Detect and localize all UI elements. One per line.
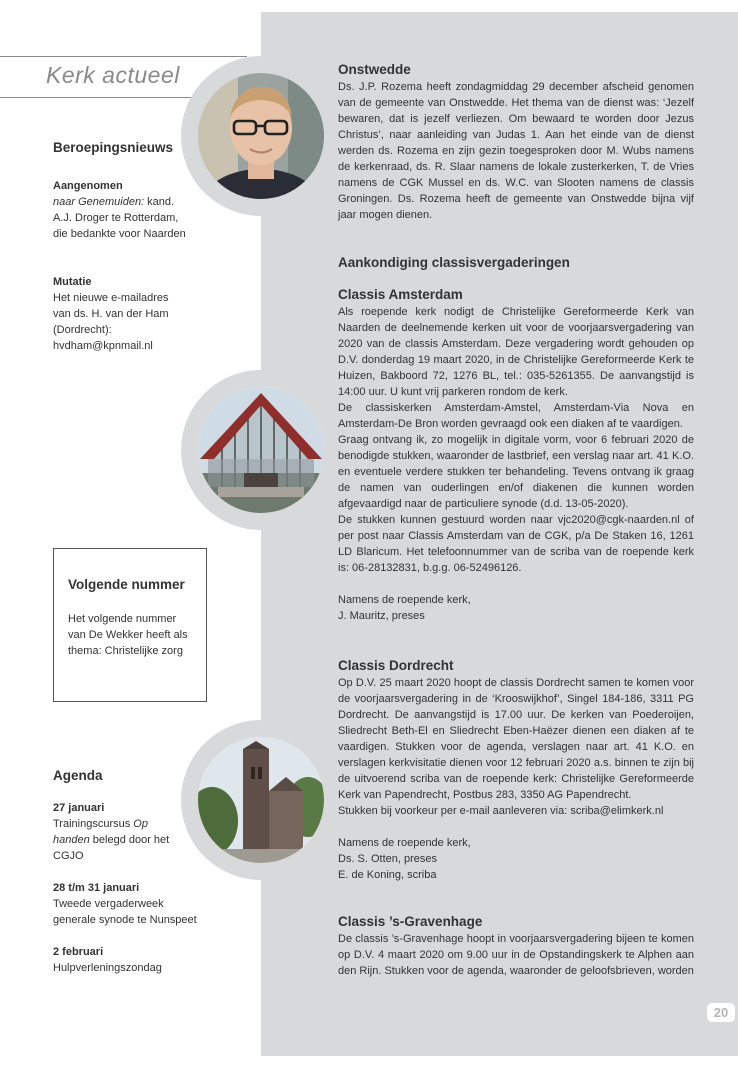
- next-issue-line: van De Wekker heeft als: [68, 629, 188, 641]
- signature-line: E. de Koning, scriba: [338, 869, 437, 881]
- mutatie-label: Mutatie: [53, 276, 92, 288]
- agenda-date: 28 t/m 31 januari: [53, 882, 140, 894]
- next-issue-box: [53, 548, 207, 702]
- mutatie-line: van ds. H. van der Ham: [53, 308, 169, 320]
- signature-line: Ds. S. Otten, preses: [338, 853, 438, 865]
- article-onstwedde: [338, 61, 694, 223]
- mutatie-email: hvdham@kpnmail.nl: [53, 340, 153, 352]
- next-issue-line: thema: Christelijke zorg: [68, 645, 183, 657]
- article-dordrecht: [338, 657, 694, 883]
- article-body: Ds. J.P. Rozema heeft zondagmiddag 29 december afscheid genomen van de gemeente van Onstwedde. Het thema van de dienst was: ‘Jezelf bewaren, dat is jezelf verliezen. Om bewaard te worden door Jezus Christus’, naar aanleiding van Judas 1. Aan het einde van de dienst werden ds. Rozema en zijn gezin toegesproken door M. Wubs namens de kerkenraad, ds. R. Slaar namens de lokale zusterkerken, T. de Vries namens de CGK Mussel en ds. W.C. van Slooten namens de classis Groningen. Ds. Rozema heeft de gemeente van Onstwedde bijna vijf jaar mogen dienen.: [338, 81, 694, 221]
- announcement-heading-block: [338, 254, 694, 272]
- aangenomen-line-1: [53, 194, 213, 210]
- agenda-date: 2 februari: [53, 946, 104, 958]
- signature-line: Namens de roepende kerk,: [338, 837, 471, 849]
- signature-line: J. Mauritz, preses: [338, 610, 425, 622]
- next-issue-text: [68, 611, 204, 659]
- aangenomen-text-1: kand.: [144, 196, 175, 208]
- article-paragraph: De classis ’s-Gravenhage hoopt in voorjaarsvergadering bijeen te komen op D.V. 4 maart 2020 om 9.00 uur in de Opstandingskerk te Alphen aan den Rijn. Stukken voor de agenda, waaronder de geloofsbrieven, worden: [338, 933, 694, 977]
- article-heading: Classis Amsterdam: [338, 287, 463, 302]
- aangenomen-label: Aangenomen: [53, 180, 123, 192]
- article-heading: Classis Dordrecht: [338, 658, 454, 673]
- next-issue-line: Het volgende nummer: [68, 613, 177, 625]
- article-amsterdam: [338, 286, 694, 624]
- page-number: 20: [707, 1003, 735, 1022]
- mutatie-line: Het nieuwe e-mailadres: [53, 292, 169, 304]
- header-top-rule: [0, 56, 247, 57]
- agenda-text: Trainingscursus: [53, 818, 134, 830]
- agenda-heading: Agenda: [53, 768, 103, 783]
- article-paragraph: Als roepende kerk nodigt de Christelijke Gereformeerde Kerk van Naarden de deelnemende kerken uit voor de voorjaarsvergadering van 2020 van de classis Amsterdam. Deze vergadering wordt gehouden op D.V. donderdag 19 maart 2020, in de Christelijke Gereformeerde Kerk te Huizen, Bakboord 72, 1276 BL, tel.: 035-5261355. De aanvangstijd is 14:00 uur. U kunt vrij parkeren rondom de kerk.: [338, 306, 694, 398]
- aangenomen-line-2: A.J. Droger te Rotterdam,: [53, 212, 179, 224]
- article-paragraph: Stukken bij voorkeur per e-mail aanleveren via: scriba@elimkerk.nl: [338, 805, 664, 817]
- beroepingsnieuws-heading: Beroepingsnieuws: [53, 140, 174, 155]
- article-heading: Onstwedde: [338, 62, 411, 77]
- article-paragraph: De classiskerken Amsterdam-Amstel, Amsterdam-Via Nova en Amsterdam-De Bron worden gevraagd ook een diaken af te vaardigen.: [338, 402, 694, 430]
- article-paragraph: Op D.V. 25 maart 2020 hoopt de classis Dordrecht samen te komen voor de voorjaarsvergadering in de ‘Krooswijkhof’, Singel 184-186, 3311 PG Dordrecht. De aanvangstijd is 17.00 uur. De kerken van Poederoijen, Sliedrecht Beth-El en Sliedrecht Eben-Haëzer dienen een diaken af te vaardigen. Stukken voor de agenda, verslagen naar art. 41 K.O. en verslagen kerkvisitatie dienen voor 12 februari 2020 a.s. binnen te zijn bij de uitvoerend scriba van de roepende kerk: Christelijke Gereformeerde Kerk van Papendrecht, Postbus 283, 3350 AG Papendrecht.: [338, 677, 694, 801]
- church-photo: [198, 387, 324, 513]
- agenda-line: generale synode te Nunspeet: [53, 914, 197, 926]
- article-paragraph: Graag ontvang ik, zo mogelijk in digitale vorm, voor 6 februari 2020 de benodigde stukken, waaronder de lastbrief, een verslag naar art. 41 K.O. en eventuele verdere stukken ter behandeling. Tevens ontvang ik graag de namen van ouderlingen en/of diakenen die kunnen worden afgevaardigd naar de particuliere synode (d.d. 13-05-2020).: [338, 434, 694, 510]
- tower-photo: [198, 737, 324, 863]
- aangenomen-line-3: die bedankte voor Naarden: [53, 228, 186, 240]
- article-gravenhage: [338, 913, 694, 979]
- article-paragraph: De stukken kunnen gestuurd worden naar vjc2020@cgk-naarden.nl of per post naar Classis Amsterdam van de CGK, p/a De Staken 16, 1261 LD Blaricum. Het telefoonnummer van de scriba van de roepende kerk is: 06-28132831, b.g.g. 06-52496126.: [338, 514, 694, 574]
- portrait-photo: [198, 73, 324, 199]
- agenda-line: Tweede vergaderweek: [53, 898, 164, 910]
- agenda-text: belegd door het: [89, 834, 170, 846]
- section-title: Kerk actueel: [46, 62, 180, 88]
- article-heading: Classis ’s-Gravenhage: [338, 914, 483, 929]
- agenda-italic: Op: [133, 818, 148, 830]
- signature-line: Namens de roepende kerk,: [338, 594, 471, 606]
- next-issue-heading: Volgende nummer: [68, 577, 185, 592]
- aangenomen-italic: naar Genemuiden:: [53, 196, 145, 208]
- agenda-date: 27 januari: [53, 802, 105, 814]
- agenda-line: CGJO: [53, 850, 84, 862]
- mutatie-line: (Dordrecht):: [53, 324, 112, 336]
- agenda-line: Hulpverleningszondag: [53, 962, 162, 974]
- agenda-italic: handen: [53, 834, 90, 846]
- announcement-heading: Aankondiging classisvergaderingen: [338, 255, 570, 270]
